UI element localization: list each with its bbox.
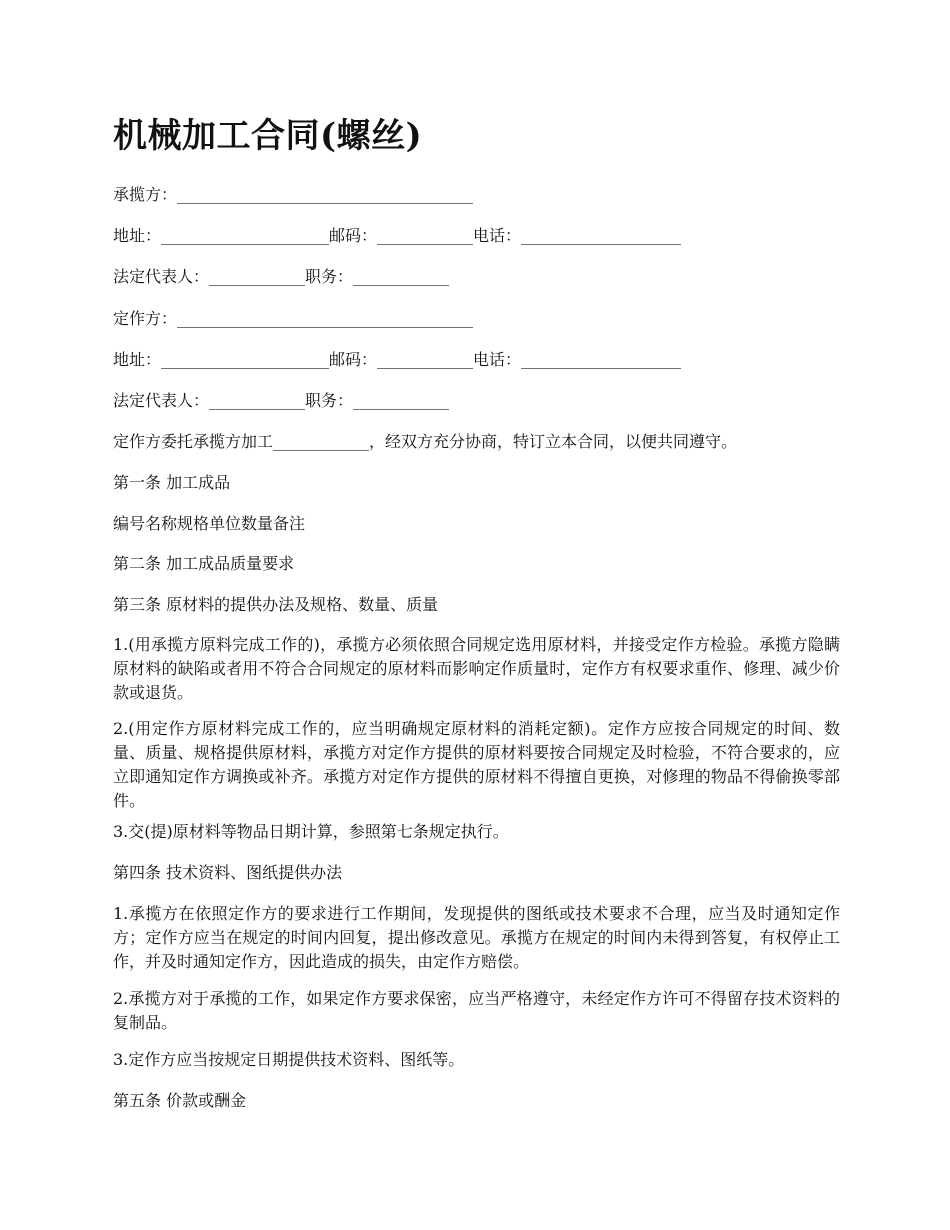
contractor-address-field: 地址：_____________________邮码：____________电话：____________________ <box>113 226 682 245</box>
article3-heading: 第三条 原材料的提供办法及规格、数量、质量 <box>113 595 439 614</box>
article3-item-2: 2.(用定作方原材料完成工作的，应当明确规定原材料的消耗定额)。定作方应按合同规定的时间、数量、质量、规格提供原材料，承揽方对定作方提供的原材料要按合同规定及时检验，不符合要求的，应立即通知定作方调换或补齐。承揽方对定作方提供的原材料不得擅自更换，对修理的物品不得偷换零部件。 <box>113 719 840 810</box>
contractor-representative-field: 法定代表人：____________职务：____________ <box>113 267 450 286</box>
orderer-name-field: 定作方：_____________________________________ <box>113 309 474 328</box>
document-title: 机械加工合同(螺丝) <box>113 116 423 156</box>
article3-item-3: 3.交(提)原材料等物品日期计算，参照第七条规定执行。 <box>113 822 509 841</box>
article4-item-3: 3.定作方应当按规定日期提供技术资料、图纸等。 <box>113 1050 465 1069</box>
article4-item-1: 1.承揽方在依照定作方的要求进行工作期间，发现提供的图纸或技术要求不合理，应当及时通知定作方；定作方应当在规定的时间内回复，提出修改意见。承揽方在规定的时间内未得到答复，有权停止工作，并及时通知定作方，因此造成的损失，由定作方赔偿。 <box>113 904 840 971</box>
article1-table-header: 编号名称规格单位数量备注 <box>113 514 306 533</box>
intro-paragraph: 定作方委托承揽方加工____________，经双方充分协商，特订立本合同，以便共同遵守。 <box>113 432 738 451</box>
orderer-address-field: 地址：_____________________邮码：____________电话：____________________ <box>113 350 682 369</box>
article4-item-2: 2.承揽方对于承揽的工作，如果定作方要求保密，应当严格遵守，未经定作方许可不得留存技术资料的复制品。 <box>113 989 840 1032</box>
article3-item-1: 1.(用承揽方原料完成工作的)，承揽方必须依照合同规定选用原材料，并接受定作方检验。承揽方隐瞒原材料的缺陷或者用不符合合同规定的原材料而影响定作质量时，定作方有权要求重作、修理、减少价款或退货。 <box>113 635 840 702</box>
article4-heading: 第四条 技术资料、图纸提供办法 <box>113 863 343 882</box>
contractor-name-field: 承揽方：_____________________________________ <box>113 185 474 204</box>
article2-heading: 第二条 加工成品质量要求 <box>113 554 295 573</box>
article5-heading: 第五条 价款或酬金 <box>113 1091 247 1110</box>
article1-heading: 第一条 加工成品 <box>113 473 231 492</box>
orderer-representative-field: 法定代表人：____________职务：____________ <box>113 391 450 410</box>
